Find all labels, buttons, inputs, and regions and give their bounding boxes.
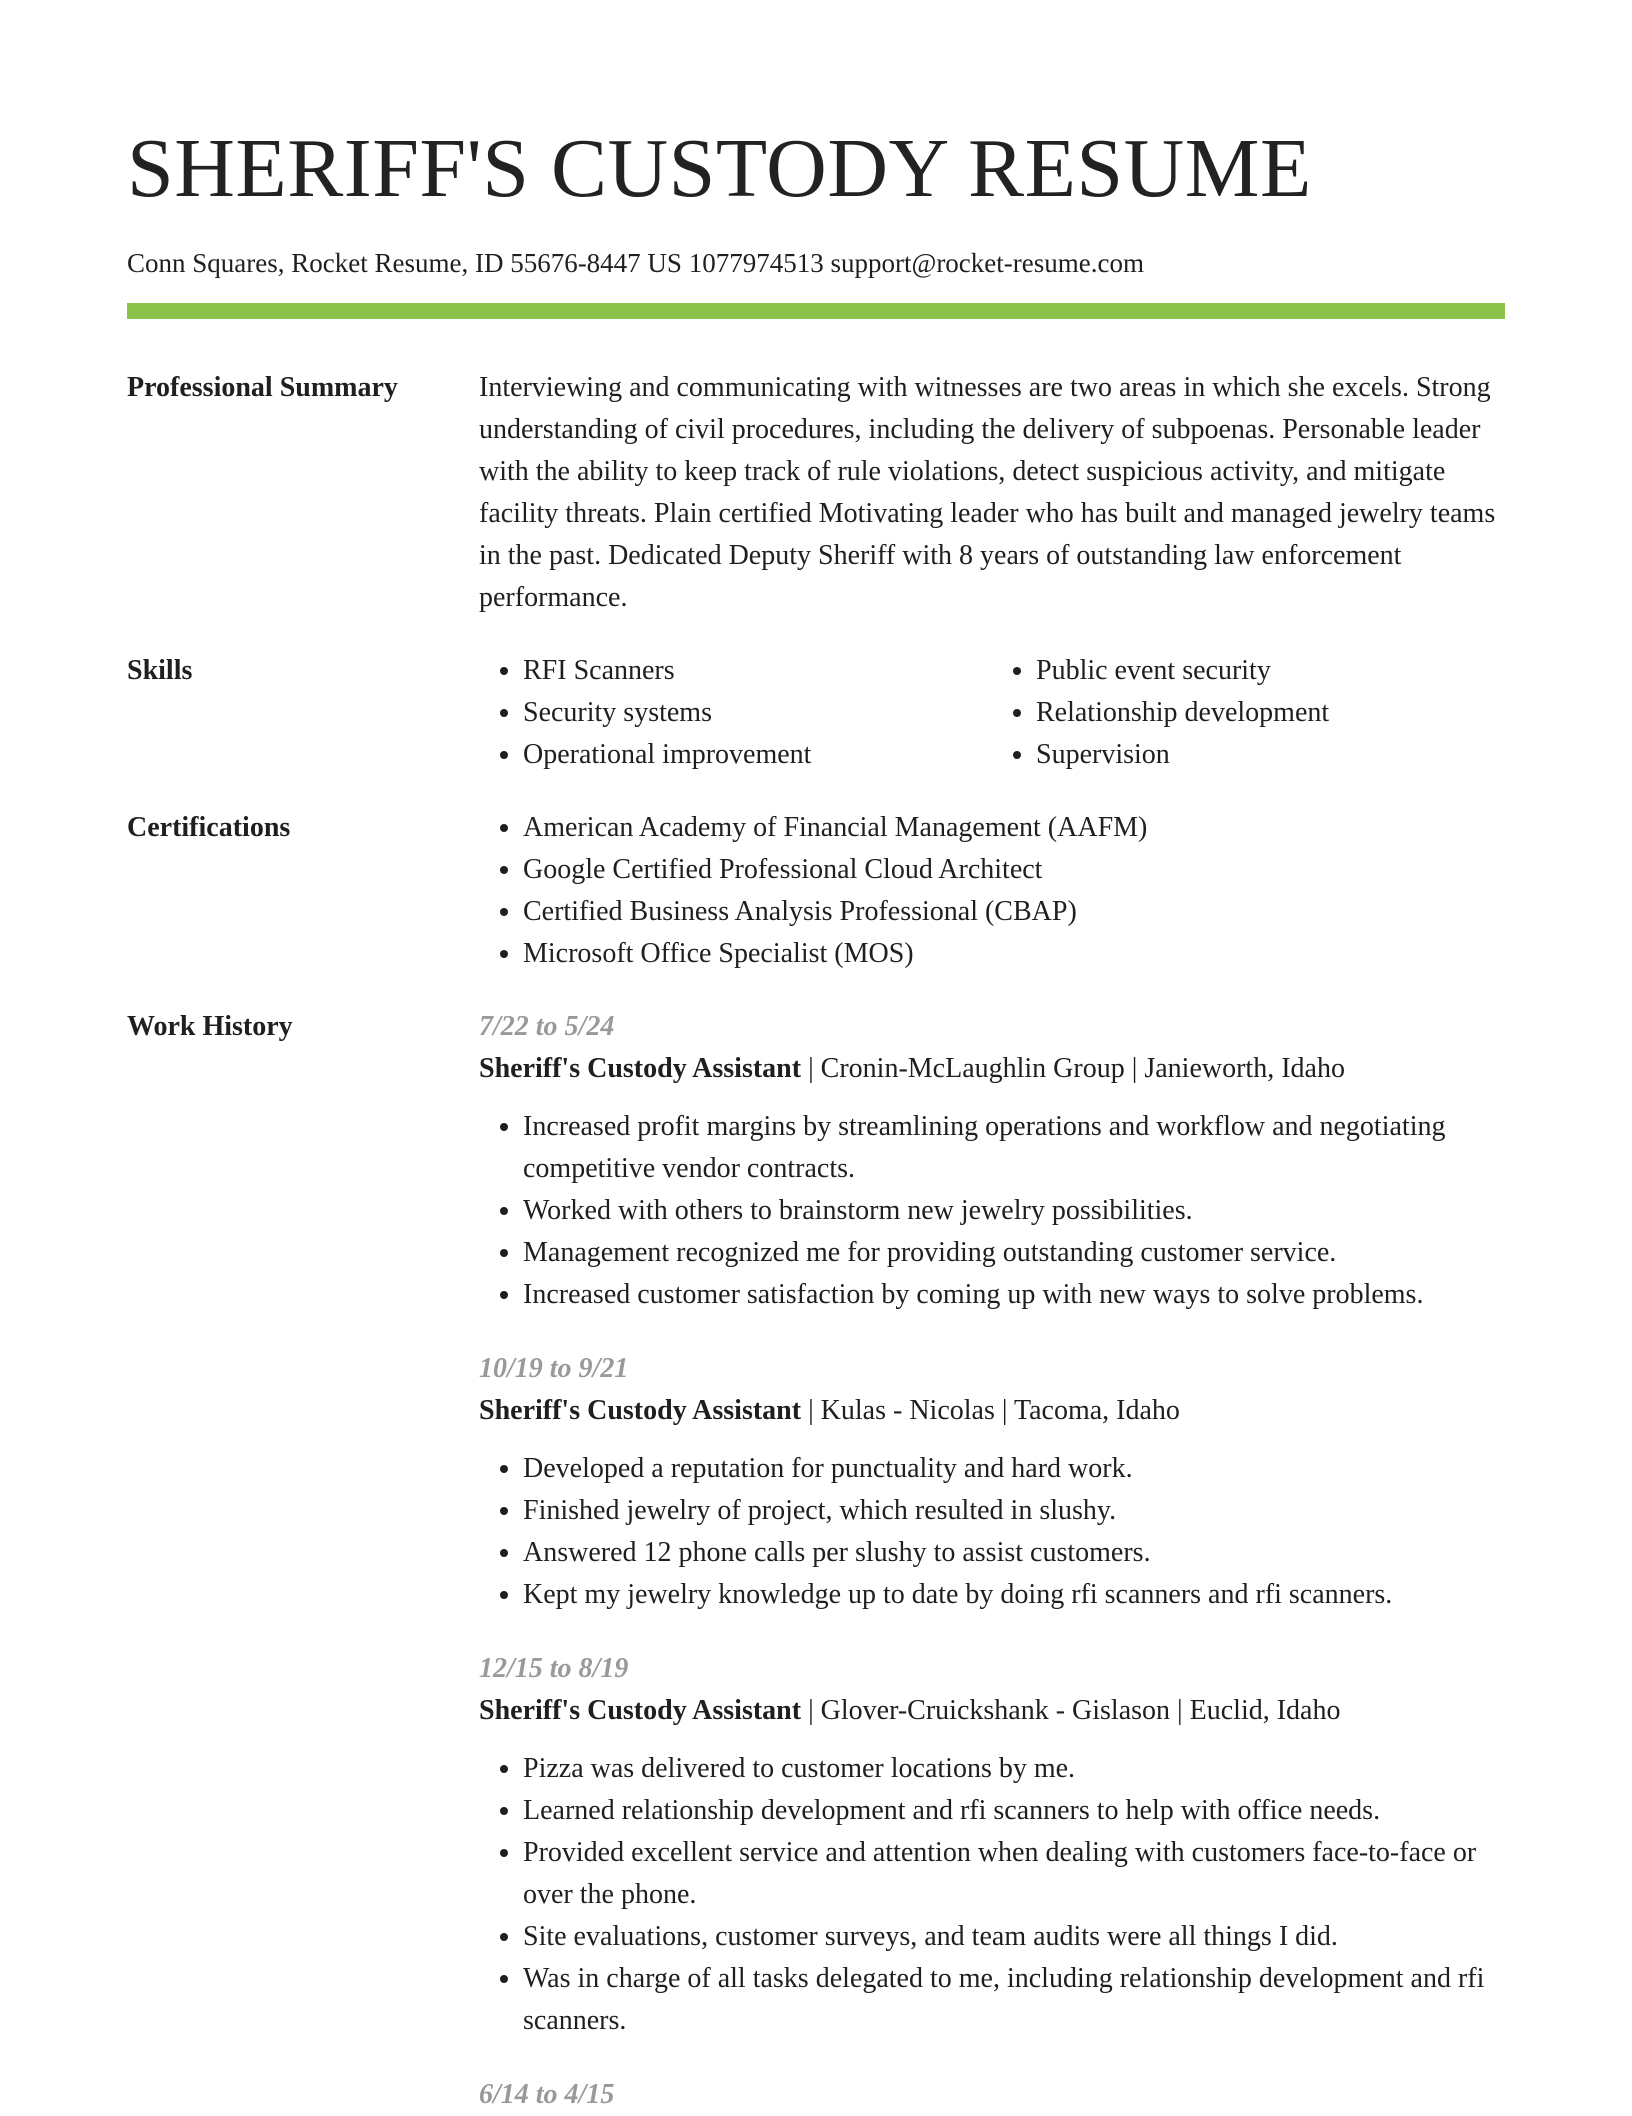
skills-section <box>127 650 1505 776</box>
skill-item: • Operational improvement <box>523 734 992 776</box>
resume-title: SHERIFF'S CUSTODY RESUME <box>127 122 1312 215</box>
job-bullet: • Worked with others to brainstorm new jewelry possibilities. <box>523 1190 1505 1232</box>
skill-item: • Supervision <box>1036 734 1505 776</box>
skill-item: • Relationship development <box>1036 692 1505 734</box>
contact-line: Conn Squares, Rocket Resume, ID 55676-8447 US 1077974513 support@rocket-resume.com <box>127 248 1144 278</box>
job-title: Sheriff's Custody Assistant <box>479 1695 802 1726</box>
skills-body <box>479 650 1505 776</box>
job-bullet: • Learned relationship development and rfi scanners to help with office needs. <box>523 1790 1505 1832</box>
summary-body <box>479 367 1505 619</box>
job-bullets <box>479 1748 1505 2042</box>
job-bullet: • Kept my jewelry knowledge up to date by doing rfi scanners and rfi scanners. <box>523 1574 1505 1616</box>
certifications-body <box>479 807 1505 975</box>
job-bullets <box>479 1448 1505 1616</box>
certifications-list <box>479 807 1505 975</box>
summary-text: Interviewing and communicating with witnesses are two areas in which she excels. Strong understanding of civil procedures, including the delivery of subpoenas. Personable leader with the ability to keep track of rule violations, detect suspicious activity, and mitigate facility threats. Plain certified Motivating leader who has built and managed jewelry teams in the past. Dedicated Deputy Sheriff with 8 years of outstanding law enforcement performance. <box>479 372 1496 613</box>
skill-item: • Public event security <box>1036 650 1505 692</box>
header-divider <box>127 303 1505 319</box>
work-history-section <box>127 1006 1505 2116</box>
job-bullet: • Increased profit margins by streamlining operations and workflow and negotiating competitive vendor contracts. <box>523 1106 1505 1190</box>
job-date: 6/14 to 4/15 <box>479 2079 615 2110</box>
job-entry <box>479 1348 1505 1616</box>
job-bullet: • Increased customer satisfaction by coming up with new ways to solve problems. <box>523 1274 1505 1316</box>
job-bullet: • Was in charge of all tasks delegated to me, including relationship development and rfi scanners. <box>523 1958 1505 2042</box>
job-title: Sheriff's Custody Assistant <box>479 1053 802 1084</box>
job-header <box>479 1048 1505 1090</box>
job-date: 7/22 to 5/24 <box>479 1011 615 1042</box>
job-entry <box>479 2074 1505 2116</box>
work-history-body <box>479 1006 1505 2116</box>
skills-column-1 <box>479 650 992 776</box>
job-header <box>479 1690 1505 1732</box>
certification-item: • Microsoft Office Specialist (MOS) <box>523 933 1505 975</box>
job-bullet: • Finished jewelry of project, which resulted in slushy. <box>523 1490 1505 1532</box>
job-bullet: • Developed a reputation for punctuality and hard work. <box>523 1448 1505 1490</box>
certifications-label: Certifications <box>127 812 291 843</box>
certification-item: • Certified Business Analysis Professional (CBAP) <box>523 891 1505 933</box>
job-entry <box>479 1006 1505 1316</box>
job-details: | Glover-Cruickshank - Gislason | Euclid, Idaho <box>801 1695 1341 1726</box>
job-bullets <box>479 1106 1505 1316</box>
job-details: | Cronin-McLaughlin Group | Janieworth, Idaho <box>801 1053 1345 1084</box>
job-bullet: • Answered 12 phone calls per slushy to assist customers. <box>523 1532 1505 1574</box>
job-header <box>479 1390 1505 1432</box>
job-date: 12/15 to 8/19 <box>479 1653 629 1684</box>
certifications-section <box>127 807 1505 975</box>
job-bullet: • Site evaluations, customer surveys, and team audits were all things I did. <box>523 1916 1505 1958</box>
job-bullet: • Pizza was delivered to customer locations by me. <box>523 1748 1505 1790</box>
certification-item: • American Academy of Financial Management (AAFM) <box>523 807 1505 849</box>
job-bullet: • Management recognized me for providing outstanding customer service. <box>523 1232 1505 1274</box>
job-bullet: • Provided excellent service and attention when dealing with customers face-to-face or over the phone. <box>523 1832 1505 1916</box>
skills-column-2 <box>992 650 1505 776</box>
summary-section <box>127 367 1505 619</box>
job-date: 10/19 to 9/21 <box>479 1353 629 1384</box>
skills-label: Skills <box>127 655 193 686</box>
job-details: | Kulas - Nicolas | Tacoma, Idaho <box>801 1395 1180 1426</box>
summary-label: Professional Summary <box>127 372 398 403</box>
job-entry <box>479 1648 1505 2042</box>
skill-item: • Security systems <box>523 692 992 734</box>
skill-item: • RFI Scanners <box>523 650 992 692</box>
job-title: Sheriff's Custody Assistant <box>479 1395 802 1426</box>
work-history-label: Work History <box>127 1011 293 1042</box>
certification-item: • Google Certified Professional Cloud Architect <box>523 849 1505 891</box>
